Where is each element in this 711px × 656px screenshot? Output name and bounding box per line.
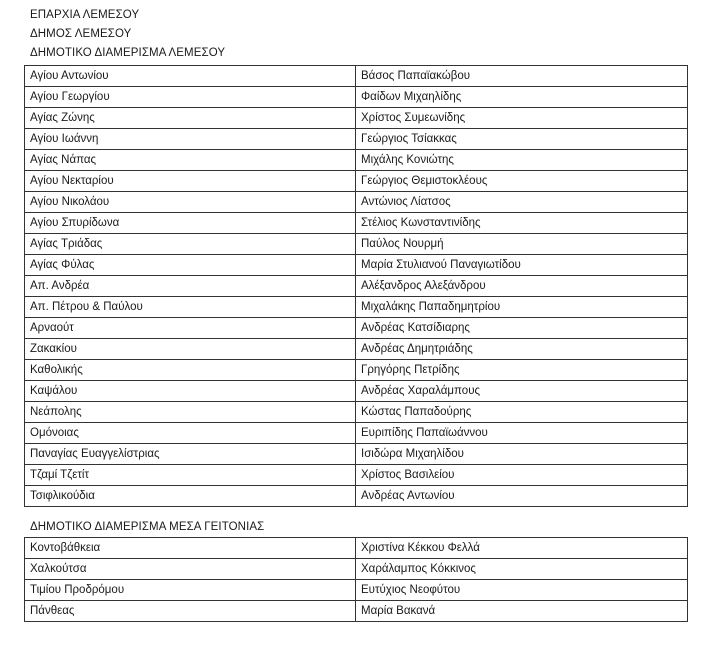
name-cell: Μιχαλάκης Παπαδημητρίου: [356, 297, 688, 318]
area-cell: Πάνθεας: [25, 601, 356, 622]
area-cell: Αγίου Γεωργίου: [25, 87, 356, 108]
area-cell: Τιμίου Προδρόμου: [25, 580, 356, 601]
table-row: [25, 486, 688, 507]
table-row: [25, 255, 688, 276]
name-cell: Χρίστος Βασιλείου: [356, 465, 688, 486]
table-row: [25, 580, 688, 601]
lemesos-table-body: [25, 66, 688, 507]
area-cell: Αγίας Φύλας: [25, 255, 356, 276]
name-cell: Ανδρέας Χαραλάμπους: [356, 381, 688, 402]
name-cell: Ευτύχιος Νεοφύτου: [356, 580, 688, 601]
municipality-heading: ΔΗΜΟΣ ΛΕΜΕΣΟΥ: [30, 28, 132, 40]
area-cell: Καθολικής: [25, 360, 356, 381]
table-row: [25, 150, 688, 171]
name-cell: Μιχάλης Κονιώτης: [356, 150, 688, 171]
name-cell: Κώστας Παπαδούρης: [356, 402, 688, 423]
table-row: [25, 339, 688, 360]
table-row: [25, 444, 688, 465]
table-row: [25, 465, 688, 486]
province-heading: ΕΠΑΡΧΙΑ ΛΕΜΕΣΟΥ: [30, 9, 140, 21]
name-cell: Ανδρέας Αντωνίου: [356, 486, 688, 507]
name-cell: Αντώνιος Λίατσος: [356, 192, 688, 213]
area-cell: Αγίου Νικολάου: [25, 192, 356, 213]
name-cell: Στέλιος Κωνσταντινίδης: [356, 213, 688, 234]
area-cell: Αγίου Ιωάννη: [25, 129, 356, 150]
table-row: [25, 423, 688, 444]
area-cell: Παναγίας Ευαγγελίστριας: [25, 444, 356, 465]
table-row: [25, 381, 688, 402]
table-row: [25, 601, 688, 622]
name-cell: Γεώργιος Θεμιστοκλέους: [356, 171, 688, 192]
name-cell: Χαράλαμπος Κόκκινος: [356, 559, 688, 580]
area-cell: Τζαμί Τζετίτ: [25, 465, 356, 486]
name-cell: Μαρία Βακανά: [356, 601, 688, 622]
table-row: [25, 360, 688, 381]
area-cell: Χαλκούτσα: [25, 559, 356, 580]
name-cell: Ευριπίδης Παπαϊωάννου: [356, 423, 688, 444]
name-cell: Φαίδων Μιχαηλίδης: [356, 87, 688, 108]
area-cell: Αρναούτ: [25, 318, 356, 339]
table-row: [25, 171, 688, 192]
table-row: [25, 192, 688, 213]
area-cell: Νεάπολης: [25, 402, 356, 423]
table-row: [25, 276, 688, 297]
district-heading-mesa-geitonia: ΔΗΜΟΤΙΚΟ ΔΙΑΜΕΡΙΣΜΑ ΜΕΣΑ ΓΕΙΤΟΝΙΑΣ: [30, 521, 265, 533]
area-cell: Αγίας Τριάδας: [25, 234, 356, 255]
table-row: [25, 402, 688, 423]
area-cell: Αγίας Ζώνης: [25, 108, 356, 129]
lemesos-table: [24, 65, 688, 507]
table-row: [25, 234, 688, 255]
area-cell: Απ. Πέτρου & Παύλου: [25, 297, 356, 318]
name-cell: Μαρία Στυλιανού Παναγιωτίδου: [356, 255, 688, 276]
table-row: [25, 129, 688, 150]
area-cell: Καψάλου: [25, 381, 356, 402]
name-cell: Αλέξανδρος Αλεξάνδρου: [356, 276, 688, 297]
area-cell: Αγίου Αντωνίου: [25, 66, 356, 87]
name-cell: Χρίστος Συμεωνίδης: [356, 108, 688, 129]
table-row: [25, 297, 688, 318]
table-row: [25, 213, 688, 234]
area-cell: Ομόνοιας: [25, 423, 356, 444]
table-row: [25, 108, 688, 129]
table-row: [25, 538, 688, 559]
name-cell: Βάσος Παπαϊακώβου: [356, 66, 688, 87]
mesa-geitonia-table: [24, 537, 688, 622]
name-cell: Γεώργιος Τσίακκας: [356, 129, 688, 150]
name-cell: Παύλος Νουρμή: [356, 234, 688, 255]
mesa-geitonia-table-body: [25, 538, 688, 622]
area-cell: Τσιφλικούδια: [25, 486, 356, 507]
name-cell: Ανδρέας Κατσίδιαρης: [356, 318, 688, 339]
area-cell: Κοντοβάθκεια: [25, 538, 356, 559]
area-cell: Απ. Ανδρέα: [25, 276, 356, 297]
area-cell: Αγίου Σπυρίδωνα: [25, 213, 356, 234]
name-cell: Ανδρέας Δημητριάδης: [356, 339, 688, 360]
table-row: [25, 87, 688, 108]
table-row: [25, 66, 688, 87]
name-cell: Χριστίνα Κέκκου Φελλά: [356, 538, 688, 559]
table-row: [25, 318, 688, 339]
area-cell: Αγίου Νεκταρίου: [25, 171, 356, 192]
area-cell: Ζακακίου: [25, 339, 356, 360]
area-cell: Αγίας Νάπας: [25, 150, 356, 171]
table-row: [25, 559, 688, 580]
name-cell: Ισιδώρα Μιχαηλίδου: [356, 444, 688, 465]
district-heading-lemesos: ΔΗΜΟΤΙΚΟ ΔΙΑΜΕΡΙΣΜΑ ΛΕΜΕΣΟΥ: [30, 47, 226, 59]
name-cell: Γρηγόρης Πετρίδης: [356, 360, 688, 381]
